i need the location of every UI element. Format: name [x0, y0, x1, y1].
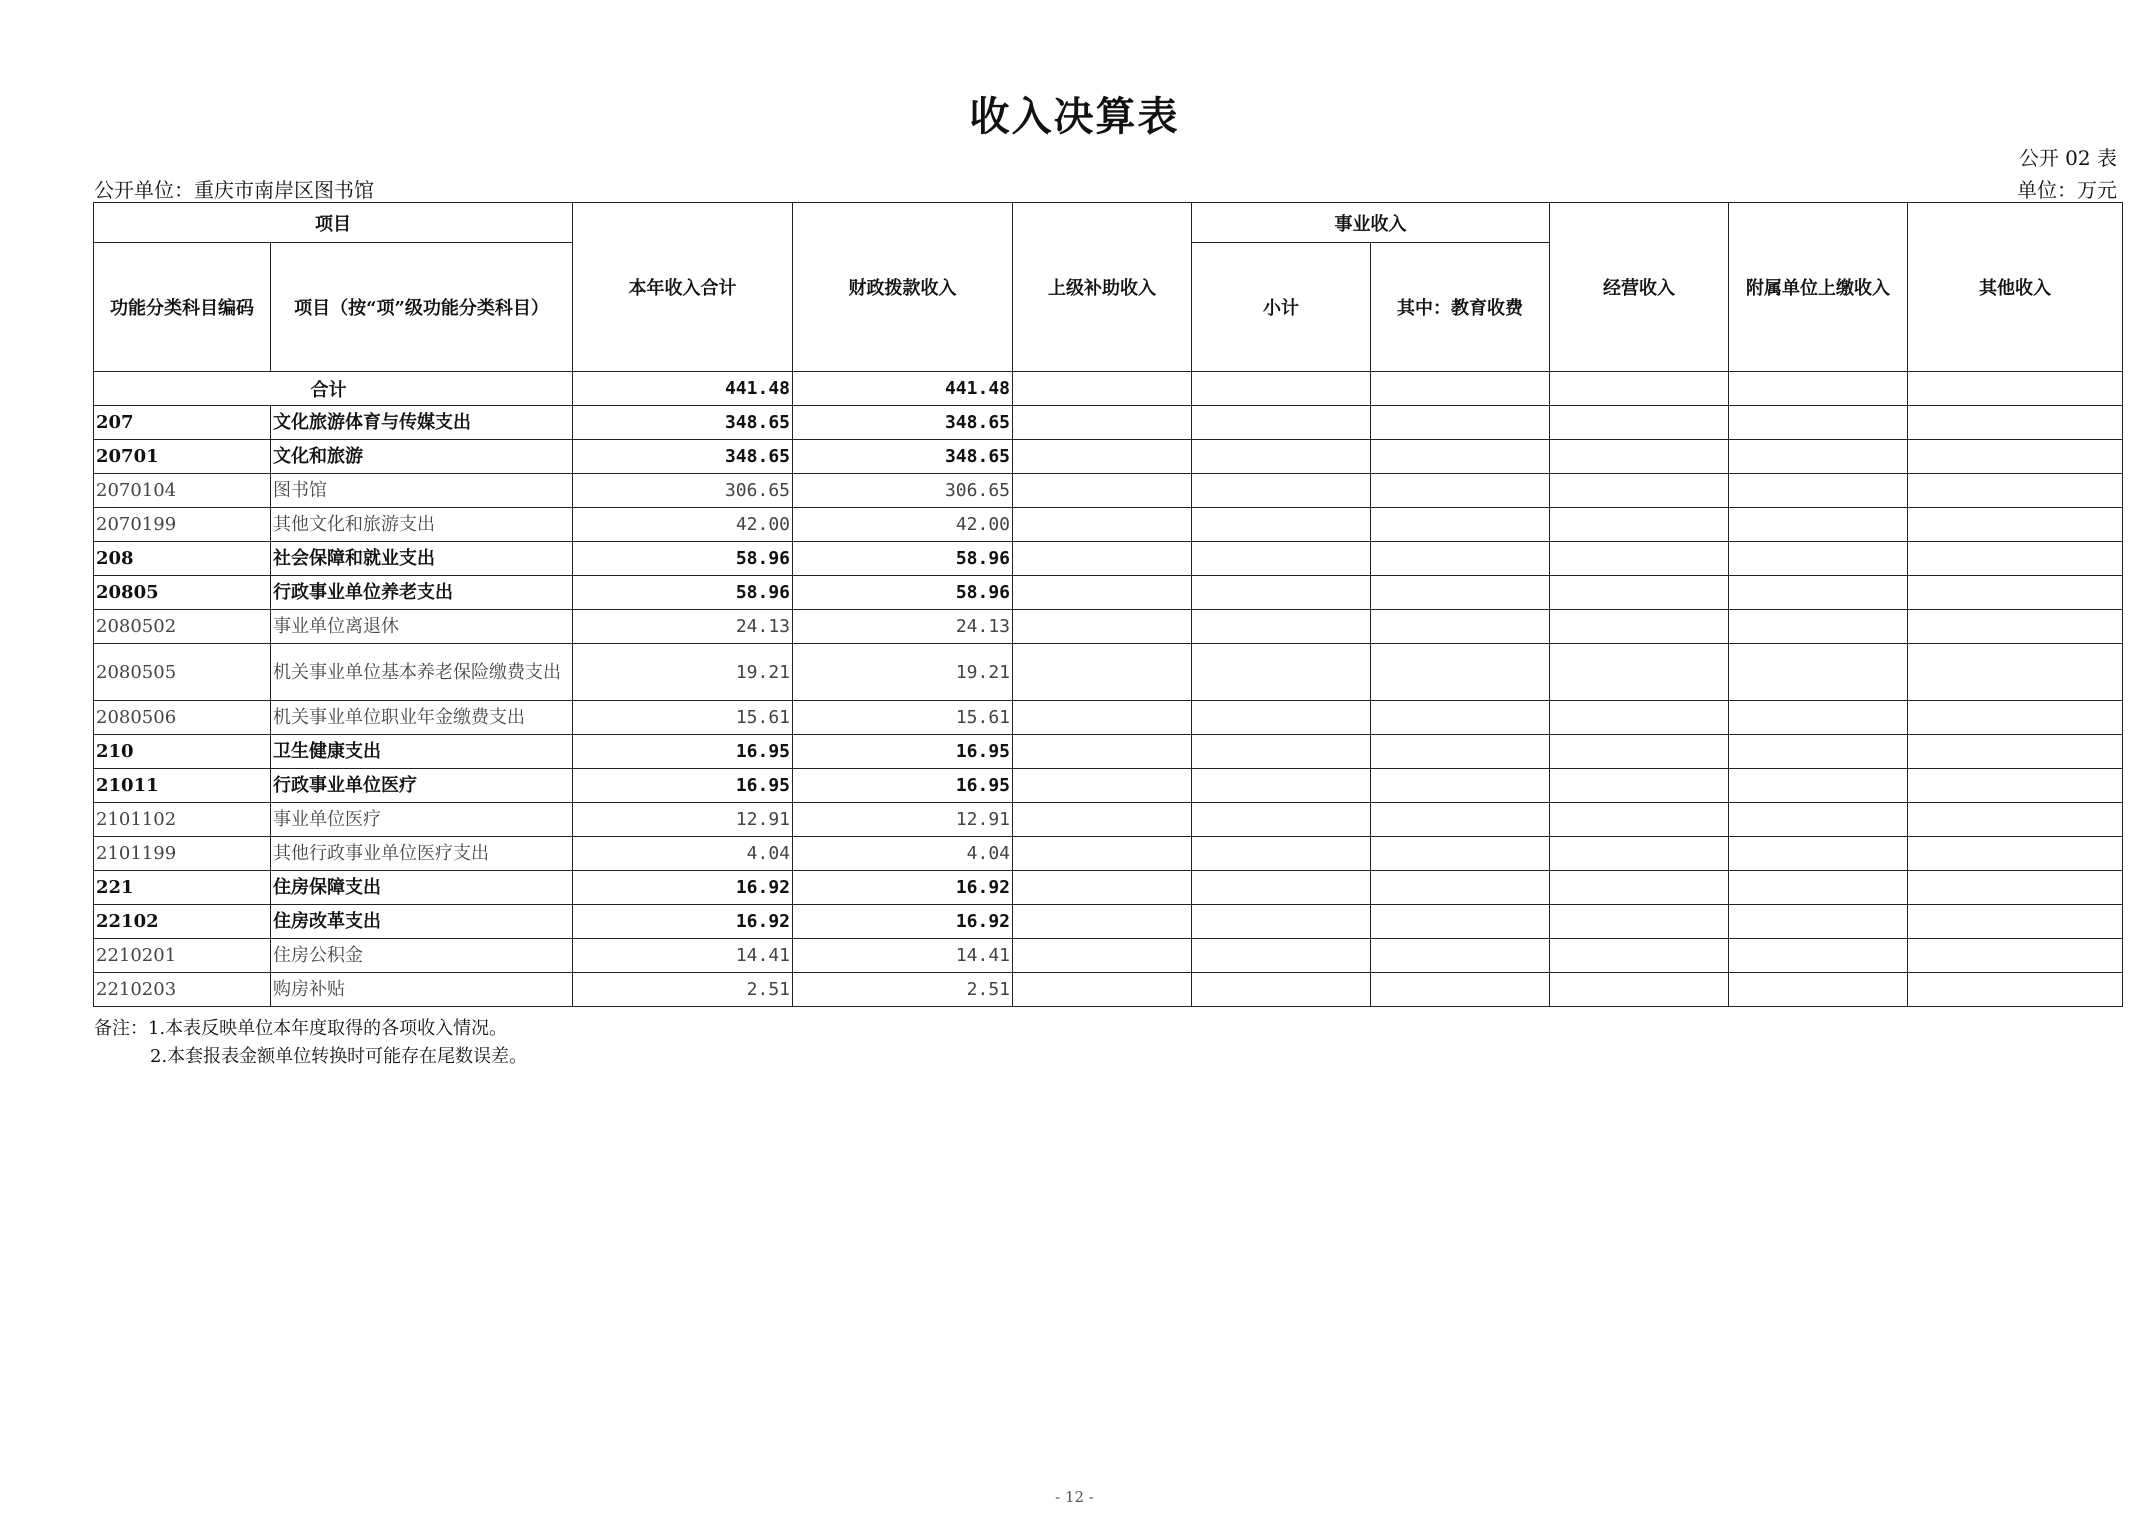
total-amount-cell: 12.91: [573, 803, 793, 837]
superior-cell: [1013, 474, 1192, 508]
superior-cell: [1013, 905, 1192, 939]
education-cell: [1371, 576, 1550, 610]
operating-cell: [1550, 905, 1729, 939]
education-cell: [1371, 939, 1550, 973]
item-name-cell: 行政事业单位医疗: [271, 769, 573, 803]
fiscal-amount-cell: 58.96: [793, 576, 1013, 610]
note-1: 备注：1.本表反映单位本年度取得的各项收入情况。: [94, 1018, 508, 1039]
item-name-cell: 住房公积金: [271, 939, 573, 973]
operating-cell: [1550, 610, 1729, 644]
header-business: 事业收入: [1192, 203, 1550, 243]
subtotal-cell: [1192, 576, 1371, 610]
operating-cell: [1550, 837, 1729, 871]
fiscal-amount-cell: 16.95: [793, 769, 1013, 803]
organization-label: 公开单位：重庆市南岸区图书馆: [94, 178, 374, 202]
total-amount-cell: 16.92: [573, 871, 793, 905]
table-row: [94, 735, 2123, 769]
education-cell: [1371, 769, 1550, 803]
total-amount-cell: 16.92: [573, 905, 793, 939]
superior-cell: [1013, 735, 1192, 769]
func-code-cell: 221: [94, 871, 271, 905]
subtotal-cell: [1192, 803, 1371, 837]
page-number: - 12 -: [1055, 1488, 1094, 1506]
affiliated-cell: [1729, 837, 1908, 871]
total-amount: 441.48: [573, 372, 793, 406]
subtotal-cell: [1192, 474, 1371, 508]
fiscal-amount-cell: 348.65: [793, 440, 1013, 474]
item-name-cell: 住房改革支出: [271, 905, 573, 939]
other-cell: [1908, 440, 2123, 474]
operating-cell: [1550, 542, 1729, 576]
affiliated-cell: [1729, 406, 1908, 440]
note-2: 2.本套报表金额单位转换时可能存在尾数误差。: [150, 1046, 528, 1067]
item-name-cell: 其他文化和旅游支出: [271, 508, 573, 542]
fiscal-amount-cell: 348.65: [793, 406, 1013, 440]
superior-cell: [1013, 644, 1192, 701]
total-amount-cell: 42.00: [573, 508, 793, 542]
superior-cell: [1013, 440, 1192, 474]
header-item-name: 项目（按“项”级功能分类科目）: [271, 243, 573, 372]
affiliated-cell: [1729, 440, 1908, 474]
subtotal-cell: [1192, 769, 1371, 803]
func-code-cell: 2080505: [94, 644, 271, 701]
header-item: 项目: [94, 203, 573, 243]
func-code-cell: 2210201: [94, 939, 271, 973]
subtotal-cell: [1192, 644, 1371, 701]
table-row: [94, 939, 2123, 973]
education-cell: [1371, 735, 1550, 769]
total-amount-cell: 14.41: [573, 939, 793, 973]
operating-cell: [1550, 769, 1729, 803]
other-cell: [1908, 508, 2123, 542]
operating-cell: [1550, 406, 1729, 440]
other-cell: [1908, 474, 2123, 508]
superior-cell: [1013, 939, 1192, 973]
operating-cell: [1550, 939, 1729, 973]
header-total: 本年收入合计: [573, 203, 793, 372]
total-amount-cell: 348.65: [573, 406, 793, 440]
other-cell: [1908, 905, 2123, 939]
total-row: [94, 372, 2123, 406]
total-amount-cell: 4.04: [573, 837, 793, 871]
table-row: [94, 803, 2123, 837]
education-cell: [1371, 837, 1550, 871]
education-cell: [1371, 542, 1550, 576]
subtotal-cell: [1192, 440, 1371, 474]
item-name-cell: 行政事业单位养老支出: [271, 576, 573, 610]
table-row: [94, 905, 2123, 939]
total-amount-cell: 19.21: [573, 644, 793, 701]
item-name-cell: 图书馆: [271, 474, 573, 508]
func-code-cell: 22102: [94, 905, 271, 939]
item-name-cell: 文化旅游体育与传媒支出: [271, 406, 573, 440]
affiliated-cell: [1729, 871, 1908, 905]
table-row: [94, 610, 2123, 644]
affiliated-cell: [1729, 769, 1908, 803]
operating-cell: [1550, 701, 1729, 735]
affiliated-cell: [1729, 644, 1908, 701]
item-name-cell: 机关事业单位基本养老保险缴费支出: [271, 644, 573, 701]
superior-cell: [1013, 701, 1192, 735]
func-code-cell: 207: [94, 406, 271, 440]
total-amount-cell: 15.61: [573, 701, 793, 735]
header-superior: 上级补助收入: [1013, 203, 1192, 372]
operating-cell: [1550, 973, 1729, 1007]
operating-cell: [1550, 576, 1729, 610]
table-row: [94, 406, 2123, 440]
superior-cell: [1013, 406, 1192, 440]
notes: [94, 1015, 527, 1071]
superior-cell: [1013, 508, 1192, 542]
subtotal-cell: [1192, 610, 1371, 644]
item-name-cell: 事业单位医疗: [271, 803, 573, 837]
header-operating: 经营收入: [1550, 203, 1729, 372]
table-row: [94, 576, 2123, 610]
affiliated-cell: [1729, 735, 1908, 769]
affiliated-cell: [1729, 939, 1908, 973]
page-title: 收入决算表: [969, 93, 1180, 140]
fiscal-amount-cell: 16.92: [793, 905, 1013, 939]
func-code-cell: 210: [94, 735, 271, 769]
affiliated-cell: [1729, 508, 1908, 542]
total-label: 合计: [271, 372, 573, 406]
total-amount-cell: 24.13: [573, 610, 793, 644]
affiliated-cell: [1729, 905, 1908, 939]
operating-cell: [1550, 474, 1729, 508]
func-code-cell: 2101199: [94, 837, 271, 871]
operating-cell: [1550, 644, 1729, 701]
func-code-cell: 2210203: [94, 973, 271, 1007]
item-name-cell: 卫生健康支出: [271, 735, 573, 769]
education-cell: [1371, 701, 1550, 735]
affiliated-cell: [1729, 610, 1908, 644]
subtotal-cell: [1192, 701, 1371, 735]
operating-cell: [1550, 508, 1729, 542]
other-cell: [1908, 542, 2123, 576]
affiliated-cell: [1729, 701, 1908, 735]
education-cell: [1371, 440, 1550, 474]
operating-cell: [1550, 871, 1729, 905]
func-code-cell: 20805: [94, 576, 271, 610]
subtotal-cell: [1192, 871, 1371, 905]
operating-cell: [1550, 440, 1729, 474]
subtotal-cell: [1192, 542, 1371, 576]
subtotal-cell: [1192, 735, 1371, 769]
income-table: [93, 202, 2123, 1007]
fiscal-amount-cell: 24.13: [793, 610, 1013, 644]
operating-cell: [1550, 803, 1729, 837]
affiliated-cell: [1729, 973, 1908, 1007]
total-amount-cell: 2.51: [573, 973, 793, 1007]
fiscal-amount-cell: 16.92: [793, 871, 1013, 905]
superior-cell: [1013, 576, 1192, 610]
education-cell: [1371, 803, 1550, 837]
header-func-code: 功能分类科目编码: [94, 243, 271, 372]
table-row: [94, 871, 2123, 905]
header-education: 其中：教育收费: [1371, 243, 1550, 372]
other-cell: [1908, 610, 2123, 644]
other-cell: [1908, 644, 2123, 701]
superior-cell: [1013, 803, 1192, 837]
func-code-cell: 2080502: [94, 610, 271, 644]
education-cell: [1371, 644, 1550, 701]
func-code-cell: 20701: [94, 440, 271, 474]
other-cell: [1908, 576, 2123, 610]
superior-cell: [1013, 973, 1192, 1007]
superior-cell: [1013, 837, 1192, 871]
func-code-cell: 2101102: [94, 803, 271, 837]
table-row: [94, 440, 2123, 474]
total-amount-cell: 58.96: [573, 576, 793, 610]
superior-cell: [1013, 769, 1192, 803]
operating-cell: [1550, 735, 1729, 769]
table-row: [94, 508, 2123, 542]
fiscal-amount-cell: 16.95: [793, 735, 1013, 769]
total-amount-cell: 58.96: [573, 542, 793, 576]
header-subtotal: 小计: [1192, 243, 1371, 372]
table-row: [94, 474, 2123, 508]
table-row: [94, 542, 2123, 576]
fiscal-amount-cell: 2.51: [793, 973, 1013, 1007]
item-name-cell: 住房保障支出: [271, 871, 573, 905]
unit-label: 单位：万元: [2017, 178, 2117, 202]
total-amount-cell: 348.65: [573, 440, 793, 474]
other-cell: [1908, 803, 2123, 837]
affiliated-cell: [1729, 803, 1908, 837]
total-amount-cell: 306.65: [573, 474, 793, 508]
other-cell: [1908, 701, 2123, 735]
education-cell: [1371, 406, 1550, 440]
table-row: [94, 644, 2123, 701]
table-row: [94, 837, 2123, 871]
affiliated-cell: [1729, 474, 1908, 508]
form-number: 公开 02 表: [2018, 146, 2117, 170]
item-name-cell: 机关事业单位职业年金缴费支出: [271, 701, 573, 735]
other-cell: [1908, 406, 2123, 440]
fiscal-amount-cell: 14.41: [793, 939, 1013, 973]
fiscal-amount-cell: 58.96: [793, 542, 1013, 576]
func-code-cell: 21011: [94, 769, 271, 803]
table-row: [94, 769, 2123, 803]
item-name-cell: 其他行政事业单位医疗支出: [271, 837, 573, 871]
fiscal-amount-cell: 19.21: [793, 644, 1013, 701]
other-cell: [1908, 973, 2123, 1007]
other-cell: [1908, 837, 2123, 871]
other-cell: [1908, 769, 2123, 803]
affiliated-cell: [1729, 576, 1908, 610]
education-cell: [1371, 905, 1550, 939]
header-fiscal: 财政拨款收入: [793, 203, 1013, 372]
func-code-cell: 2070199: [94, 508, 271, 542]
header-other: 其他收入: [1908, 203, 2123, 372]
fiscal-amount-cell: 306.65: [793, 474, 1013, 508]
subtotal-cell: [1192, 837, 1371, 871]
education-cell: [1371, 508, 1550, 542]
item-name-cell: 购房补贴: [271, 973, 573, 1007]
subtotal-cell: [1192, 508, 1371, 542]
fiscal-amount-cell: 15.61: [793, 701, 1013, 735]
table-row: [94, 973, 2123, 1007]
item-name-cell: 事业单位离退休: [271, 610, 573, 644]
total-amount-cell: 16.95: [573, 735, 793, 769]
func-code-cell: 208: [94, 542, 271, 576]
fiscal-amount-cell: 4.04: [793, 837, 1013, 871]
affiliated-cell: [1729, 542, 1908, 576]
subtotal-cell: [1192, 905, 1371, 939]
fiscal-amount-cell: 12.91: [793, 803, 1013, 837]
item-name-cell: 社会保障和就业支出: [271, 542, 573, 576]
func-code-cell: 2070104: [94, 474, 271, 508]
other-cell: [1908, 871, 2123, 905]
header-affiliated: 附属单位上缴收入: [1729, 203, 1908, 372]
subtotal-cell: [1192, 973, 1371, 1007]
total-amount-cell: 16.95: [573, 769, 793, 803]
superior-cell: [1013, 871, 1192, 905]
fiscal-amount-cell: 42.00: [793, 508, 1013, 542]
func-code-cell: 2080506: [94, 701, 271, 735]
subtotal-cell: [1192, 939, 1371, 973]
education-cell: [1371, 871, 1550, 905]
education-cell: [1371, 973, 1550, 1007]
education-cell: [1371, 610, 1550, 644]
other-cell: [1908, 939, 2123, 973]
education-cell: [1371, 474, 1550, 508]
other-cell: [1908, 735, 2123, 769]
table-row: [94, 701, 2123, 735]
superior-cell: [1013, 610, 1192, 644]
superior-cell: [1013, 542, 1192, 576]
subtotal-cell: [1192, 406, 1371, 440]
total-fiscal: 441.48: [793, 372, 1013, 406]
item-name-cell: 文化和旅游: [271, 440, 573, 474]
